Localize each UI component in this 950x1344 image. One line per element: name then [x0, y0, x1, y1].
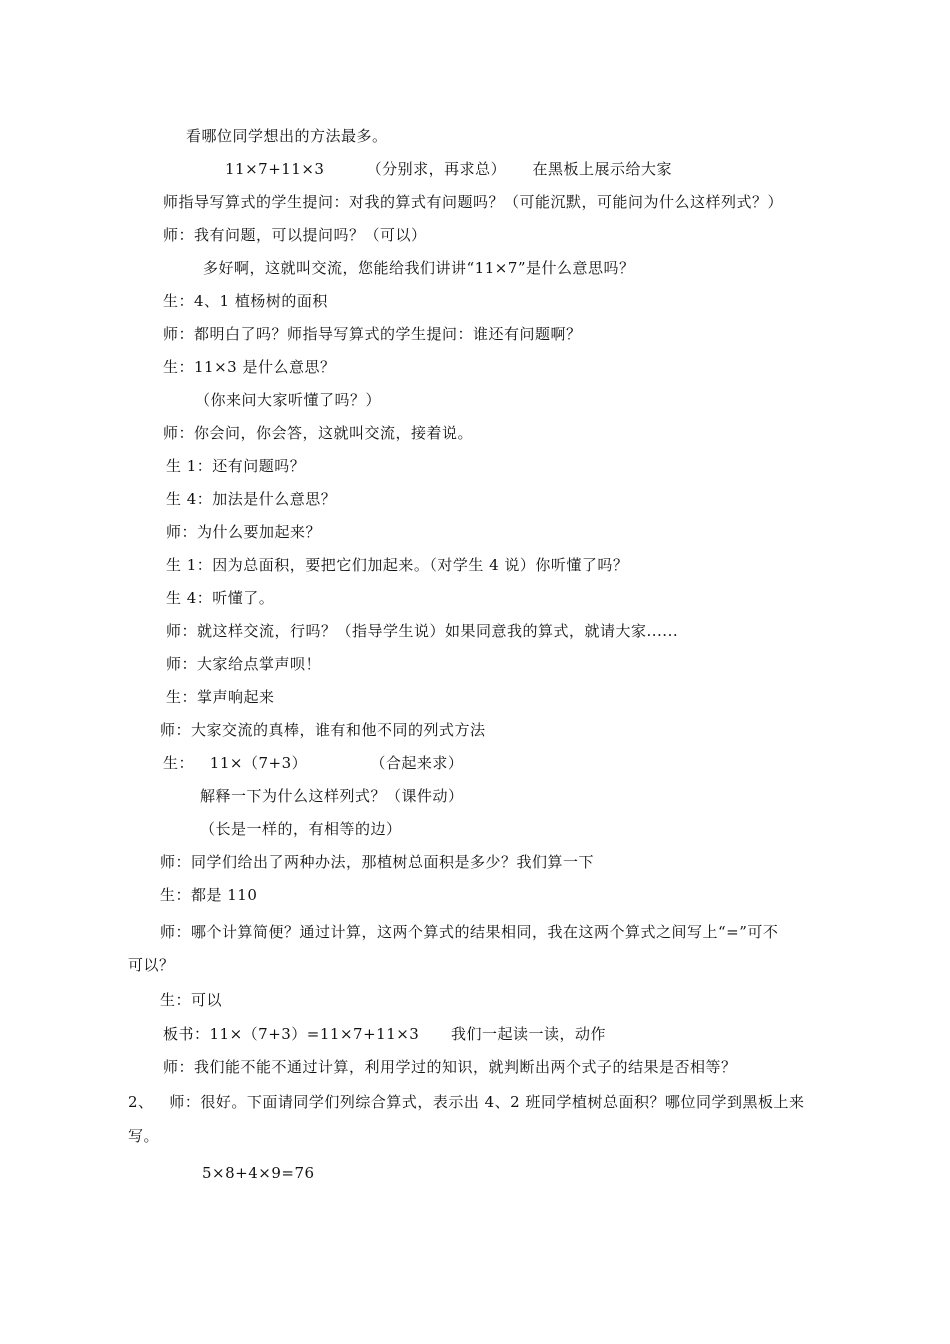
text-line: （长是一样的，有相等的边）: [200, 820, 402, 838]
text-line: 生：11×3 是什么意思？: [163, 358, 336, 376]
text-line: （你来问大家听懂了吗？）: [195, 391, 382, 409]
text-line: 生：可以: [160, 991, 223, 1009]
text-line: 师：同学们给出了两种办法，那植树总面积是多少？我们算一下: [160, 853, 595, 871]
text-line: 写。: [128, 1127, 160, 1145]
text-line: 师：你会问，你会答，这就叫交流，接着说。: [163, 424, 474, 442]
text-line: 生 1：因为总面积，要把它们加起来。（对学生 4 说）你听懂了吗？: [166, 556, 629, 574]
text-line: 生 4：听懂了。: [166, 589, 275, 607]
text-line: 师：哪个计算简便？通过计算，这两个算式的结果相同，我在这两个算式之间写上“=”可不: [160, 923, 779, 941]
text-line: 师：就这样交流，行吗？（指导学生说）如果同意我的算式，就请大家......: [166, 622, 679, 640]
text-line: 师：大家给点掌声呗！: [166, 655, 322, 673]
text-line: 2、 师：很好。下面请同学们列综合算式，表示出 4、2 班同学植树总面积？哪位同学到黑板上来: [128, 1093, 805, 1111]
text-line: 师：为什么要加起来？: [166, 523, 322, 541]
text-line: 生：掌声响起来: [166, 688, 275, 706]
text-line: 生： 11×（7+3） （合起来求）: [163, 754, 464, 772]
text-line: 师：大家交流的真棒，谁有和他不同的列式方法: [160, 721, 486, 739]
text-line: 生：4、1 植杨树的面积: [163, 292, 328, 310]
text-line: 生：都是 110: [160, 886, 258, 904]
text-line: 11×7+11×3 （分别求，再求总） 在黑板上展示给大家: [225, 160, 672, 178]
text-line: 多好啊，这就叫交流，您能给我们讲讲“11×7”是什么意思吗？: [203, 259, 635, 277]
text-line: 师指导写算式的学生提问：对我的算式有问题吗？（可能沉默，可能问为什么这样列式？）: [163, 193, 784, 211]
text-line: 可以？: [128, 956, 175, 974]
text-line: 师：都明白了吗？师指导写算式的学生提问：谁还有问题啊？: [163, 325, 582, 343]
text-line: 师：我们能不能不通过计算，利用学过的知识，就判断出两个式子的结果是否相等？: [163, 1058, 737, 1076]
text-line: 师：我有问题，可以提问吗？（可以）: [163, 226, 427, 244]
text-line: 板书：11×（7+3）=11×7+11×3 我们一起读一读，动作: [163, 1025, 606, 1043]
text-line: 5×8+4×9=76: [202, 1164, 315, 1182]
text-line: 解释一下为什么这样列式？（课件动）: [200, 787, 464, 805]
text-line: 生 4：加法是什么意思？: [166, 490, 337, 508]
text-line: 生 1：还有问题吗？: [166, 457, 306, 475]
text-line: 看哪位同学想出的方法最多。: [186, 127, 388, 145]
